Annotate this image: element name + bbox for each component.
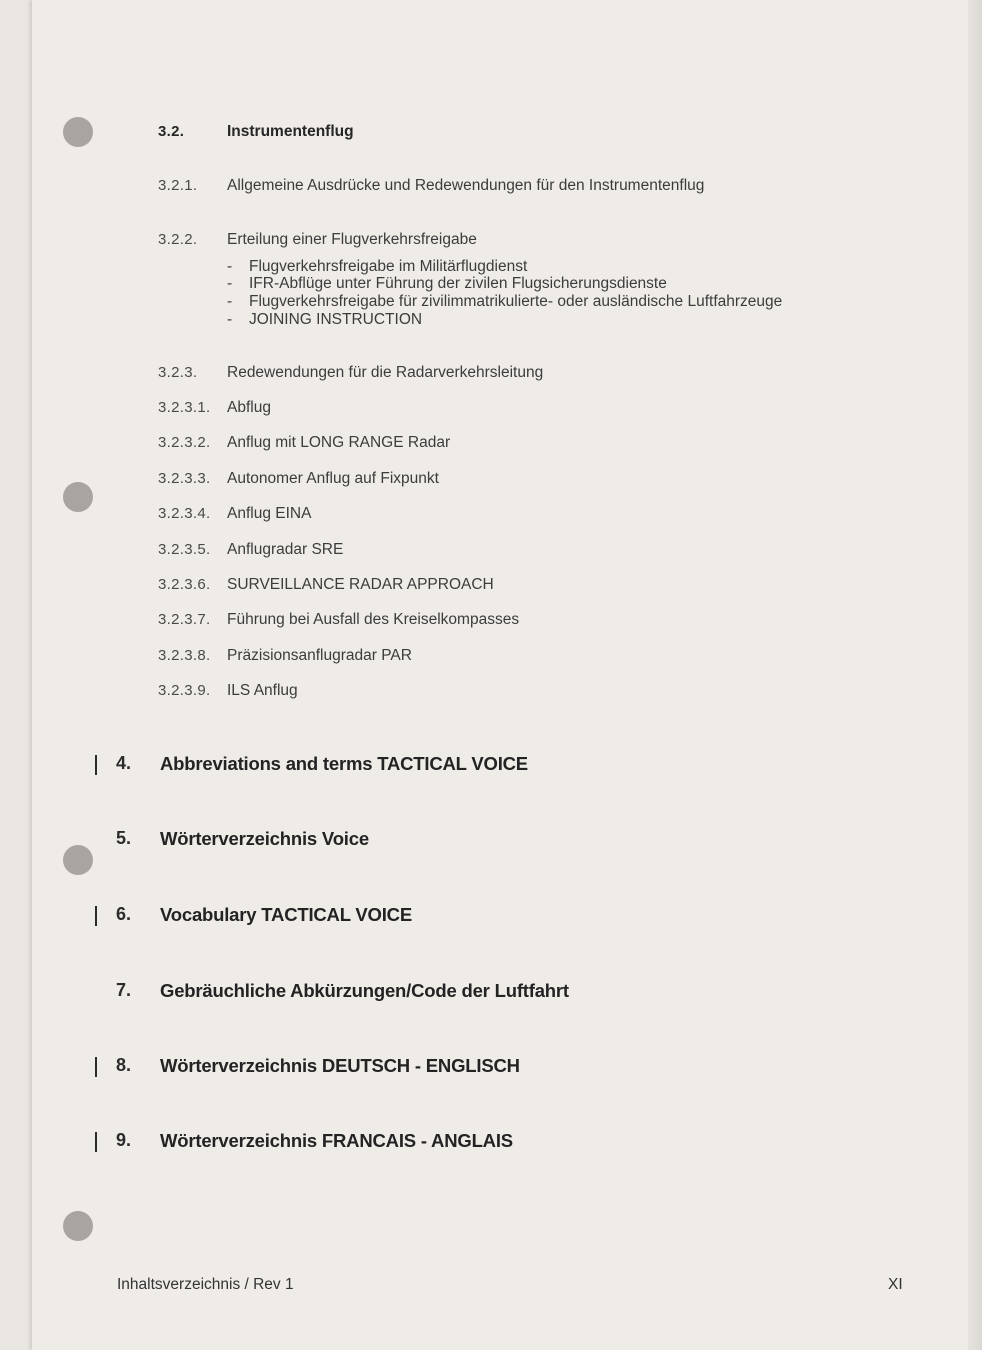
bullet-text: JOINING INSTRUCTION: [249, 311, 423, 328]
entry-number: 3.2.3.5.: [158, 541, 211, 558]
chapter-title: Wörterverzeichnis DEUTSCH - ENGLISCH: [160, 1055, 520, 1076]
chapter-number: 5.: [116, 828, 132, 848]
revision-bar: [95, 755, 97, 775]
entry-number: 3.2.3.2.: [158, 434, 211, 451]
section-title: Instrumentenflug: [227, 123, 354, 140]
bullet-marker: -: [227, 311, 233, 328]
bullet-text: Flugverkehrsfreigabe im Militärflugdienst: [249, 258, 528, 275]
chapter-title: Wörterverzeichnis FRANCAIS - ANGLAIS: [160, 1130, 513, 1151]
entry-text: Anflug mit LONG RANGE Radar: [227, 434, 451, 451]
punch-hole-3: [63, 845, 93, 875]
entry-number: 3.2.3.: [158, 364, 198, 381]
entry-text: SURVEILLANCE RADAR APPROACH: [227, 576, 494, 593]
entry-text: Führung bei Ausfall des Kreiselkompasses: [227, 611, 520, 628]
punch-hole-4: [63, 1211, 93, 1241]
entry-number: 3.2.1.: [158, 177, 198, 194]
entry-number: 3.2.3.9.: [158, 682, 211, 699]
entry-number: 3.2.3.7.: [158, 611, 211, 628]
revision-bar: [95, 1057, 97, 1077]
bullet-text: Flugverkehrsfreigabe für zivilimmatrikulierte- oder ausländische Luftfahrzeuge: [249, 293, 783, 310]
bullet-marker: -: [227, 293, 233, 310]
revision-bar: [95, 1132, 97, 1152]
bullet-marker: -: [227, 275, 233, 292]
page-number: XI: [888, 1276, 903, 1293]
chapter-number: 7.: [116, 980, 132, 1000]
punch-hole-1: [63, 117, 93, 147]
entry-number: 3.2.3.8.: [158, 647, 211, 664]
punch-hole-2: [63, 482, 93, 512]
revision-bar: [95, 906, 97, 926]
entry-text: ILS Anflug: [227, 682, 298, 699]
entry-number: 3.2.2.: [158, 231, 198, 248]
chapter-number: 4.: [116, 753, 132, 773]
entry-text: Präzisionsanflugradar PAR: [227, 647, 412, 664]
footer-doc-title: Inhaltsverzeichnis / Rev 1: [117, 1276, 294, 1293]
chapter-title: Abbreviations and terms TACTICAL VOICE: [160, 753, 528, 774]
chapter-number: 9.: [116, 1130, 132, 1150]
entry-text: Erteilung einer Flugverkehrsfreigabe: [227, 231, 477, 248]
bullet-marker: -: [227, 258, 233, 275]
entry-text: Anflugradar SRE: [227, 541, 344, 558]
entry-text: Autonomer Anflug auf Fixpunkt: [227, 470, 439, 487]
chapter-title: Wörterverzeichnis Voice: [160, 828, 369, 849]
entry-text: Redewendungen für die Radarverkehrsleitung: [227, 364, 544, 381]
chapter-number: 8.: [116, 1055, 132, 1075]
chapter-number: 6.: [116, 904, 132, 924]
section-number: 3.2.: [158, 123, 185, 140]
entry-number: 3.2.3.3.: [158, 470, 211, 487]
entry-number: 3.2.3.6.: [158, 576, 211, 593]
chapter-title: Vocabulary TACTICAL VOICE: [160, 904, 412, 925]
chapter-title: Gebräuchliche Abkürzungen/Code der Luftfahrt: [160, 980, 569, 1001]
bullet-text: IFR-Abflüge unter Führung der zivilen Flugsicherungsdienste: [249, 275, 667, 292]
entry-text: Allgemeine Ausdrücke und Redewendungen für den Instrumentenflug: [227, 177, 705, 194]
entry-number: 3.2.3.4.: [158, 505, 211, 522]
page-edge: [968, 0, 982, 1350]
entry-number: 3.2.3.1.: [158, 399, 211, 416]
entry-text: Abflug: [227, 399, 271, 416]
entry-text: Anflug EINA: [227, 505, 312, 522]
